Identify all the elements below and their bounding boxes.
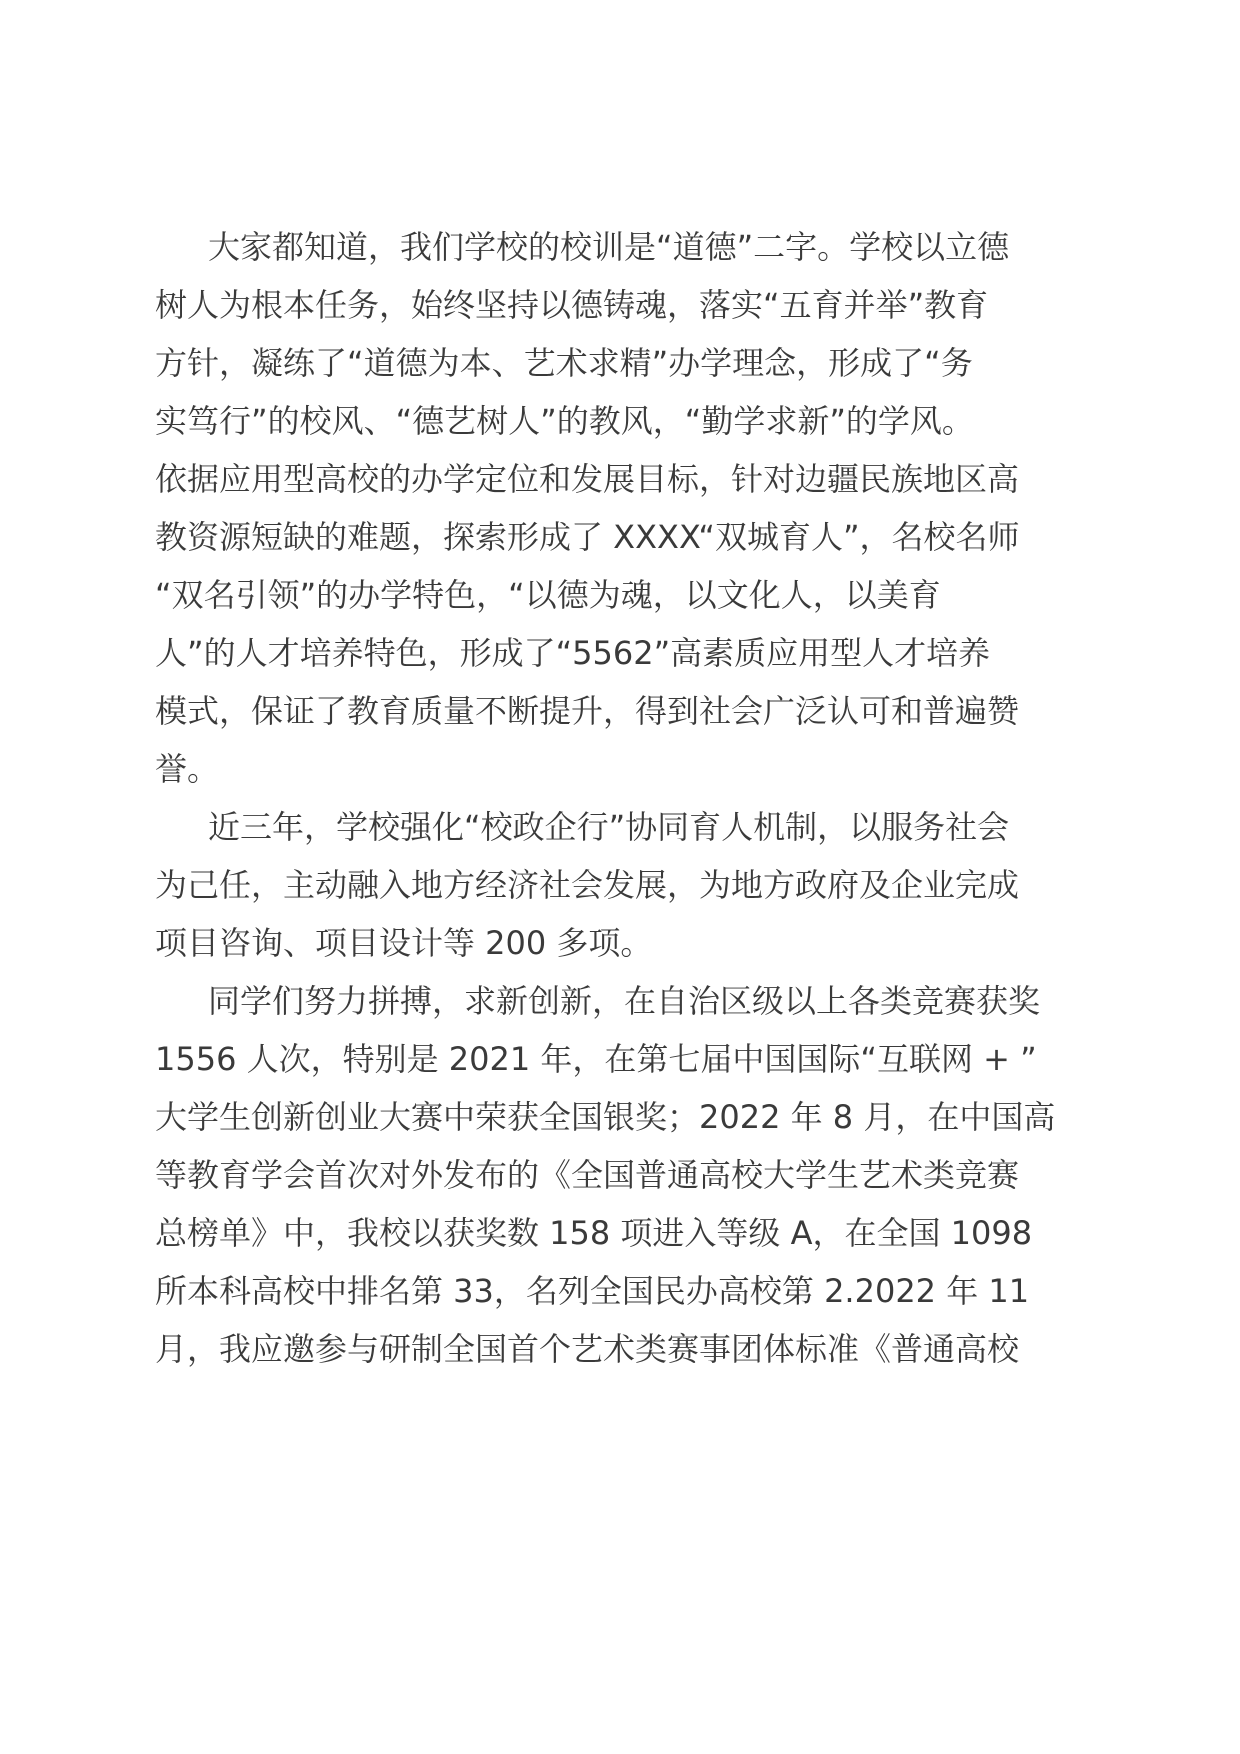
paragraph-2-line-1: 近三年，学校强化“校政企行”协同育人机制，以服务社会: [208, 808, 1010, 846]
paragraph-1-line-5: 依据应用型高校的办学定位和发展目标，针对边疆民族地区高: [155, 460, 1020, 498]
paragraph-2-line-3: 项目咨询、项目设计等 200 多项。: [155, 924, 653, 962]
paragraph-3-line-1: 同学们努力拼搏，求新创新，在自治区级以上各类竞赛获奖: [208, 982, 1041, 1020]
paragraph-3-line-7: 月，我应邀参与研制全国首个艺术类赛事团体标准《普通高校: [155, 1330, 1020, 1368]
paragraph-1-line-7: “双名引领”的办学特色，“以德为魂，以文化人，以美育: [155, 576, 941, 614]
paragraph-3-line-3: 大学生创新创业大赛中荣获全国银奖；2022 年 8 月，在中国高: [155, 1098, 1056, 1136]
paragraph-1-line-8: 人”的人才培养特色，形成了“5562”高素质应用型人才培养: [155, 634, 991, 672]
paragraph-1-line-3: 方针，凝练了“道德为本、艺术求精”办学理念，形成了“务: [155, 344, 973, 382]
paragraph-3-line-6: 所本科高校中排名第 33，名列全国民办高校第 2.2022 年 11: [155, 1272, 1030, 1310]
paragraph-3-line-2: 1556 人次，特别是 2021 年，在第七届中国国际“互联网 + ”: [155, 1040, 1037, 1078]
paragraph-3-line-4: 等教育学会首次对外发布的《全国普通高校大学生艺术类竞赛: [155, 1156, 1020, 1194]
paragraph-1-line-1: 大家都知道，我们学校的校训是“道德”二字。学校以立德: [208, 228, 1010, 266]
paragraph-1-line-2: 树人为根本任务，始终坚持以德铸魂，落实“五育并举”教育: [155, 286, 989, 324]
paragraph-1-line-9: 模式，保证了教育质量不断提升，得到社会广泛认可和普遍赞: [155, 692, 1020, 730]
paragraph-1-line-6: 教资源短缺的难题，探索形成了 XXXX“双城育人”，名校名师: [155, 518, 1020, 556]
paragraph-1-line-4: 实笃行”的校风、“德艺树人”的教风，“勤学求新”的学风。: [155, 402, 974, 440]
paragraph-3-line-5: 总榜单》中，我校以获奖数 158 项进入等级 A，在全国 1098: [155, 1214, 1033, 1252]
paragraph-1-line-10: 誉。: [155, 750, 220, 788]
paragraph-2-line-2: 为己任，主动融入地方经济社会发展，为地方政府及企业完成: [155, 866, 1020, 904]
